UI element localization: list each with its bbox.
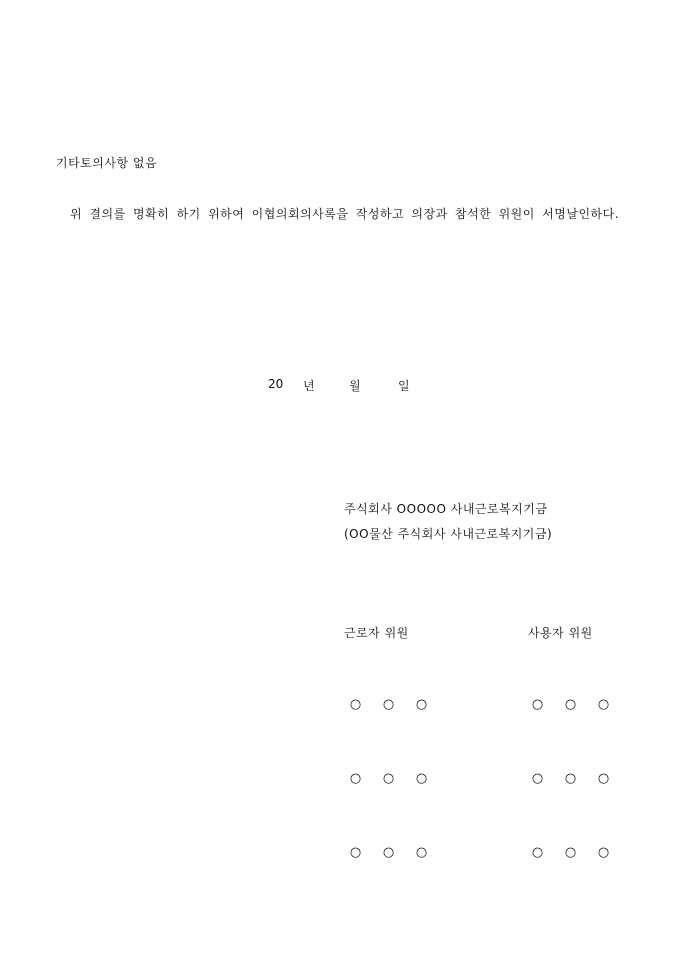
signature-placeholder: ○ [415, 697, 428, 712]
date-month-unit: 월 [349, 379, 361, 393]
worker-signature-row [349, 771, 428, 786]
employer-members-heading: 사용자 위원 [528, 626, 593, 640]
other-matters-line: 기타토의사항 없음 [56, 156, 158, 170]
signature-placeholder: ○ [564, 845, 577, 860]
worker-signature-row [349, 697, 428, 712]
employer-signature-row [531, 771, 610, 786]
worker-signature-row [349, 845, 428, 860]
signature-placeholder: ○ [349, 771, 362, 786]
employer-signature-row [531, 697, 610, 712]
worker-members-heading: 근로자 위원 [344, 626, 409, 640]
signature-placeholder: ○ [564, 697, 577, 712]
closing-statement: 위 결의를 명확히 하기 위하여 이협의회의사록을 작성하고 의장과 참석한 위원이 서명날인하다. [70, 207, 620, 221]
company-name: 주식회사 OOOOO 사내근로복지기금 [344, 502, 548, 516]
signature-placeholder: ○ [415, 845, 428, 860]
signature-placeholder: ○ [597, 697, 610, 712]
date-year-unit: 년 [303, 379, 315, 393]
signature-placeholder: ○ [349, 697, 362, 712]
signature-placeholder: ○ [531, 697, 544, 712]
signature-placeholder: ○ [531, 771, 544, 786]
signature-placeholder: ○ [564, 771, 577, 786]
signature-placeholder: ○ [349, 845, 362, 860]
signature-placeholder: ○ [382, 845, 395, 860]
signature-placeholder: ○ [415, 771, 428, 786]
company-name-alt: (OO물산 주식회사 사내근로복지기금) [344, 527, 553, 541]
signature-placeholder: ○ [597, 771, 610, 786]
signature-placeholder: ○ [597, 845, 610, 860]
employer-signature-row [531, 845, 610, 860]
signature-placeholder: ○ [382, 697, 395, 712]
date-year: 20 [268, 377, 284, 391]
signature-placeholder: ○ [531, 845, 544, 860]
date-day-unit: 일 [398, 379, 410, 393]
signature-placeholder: ○ [382, 771, 395, 786]
